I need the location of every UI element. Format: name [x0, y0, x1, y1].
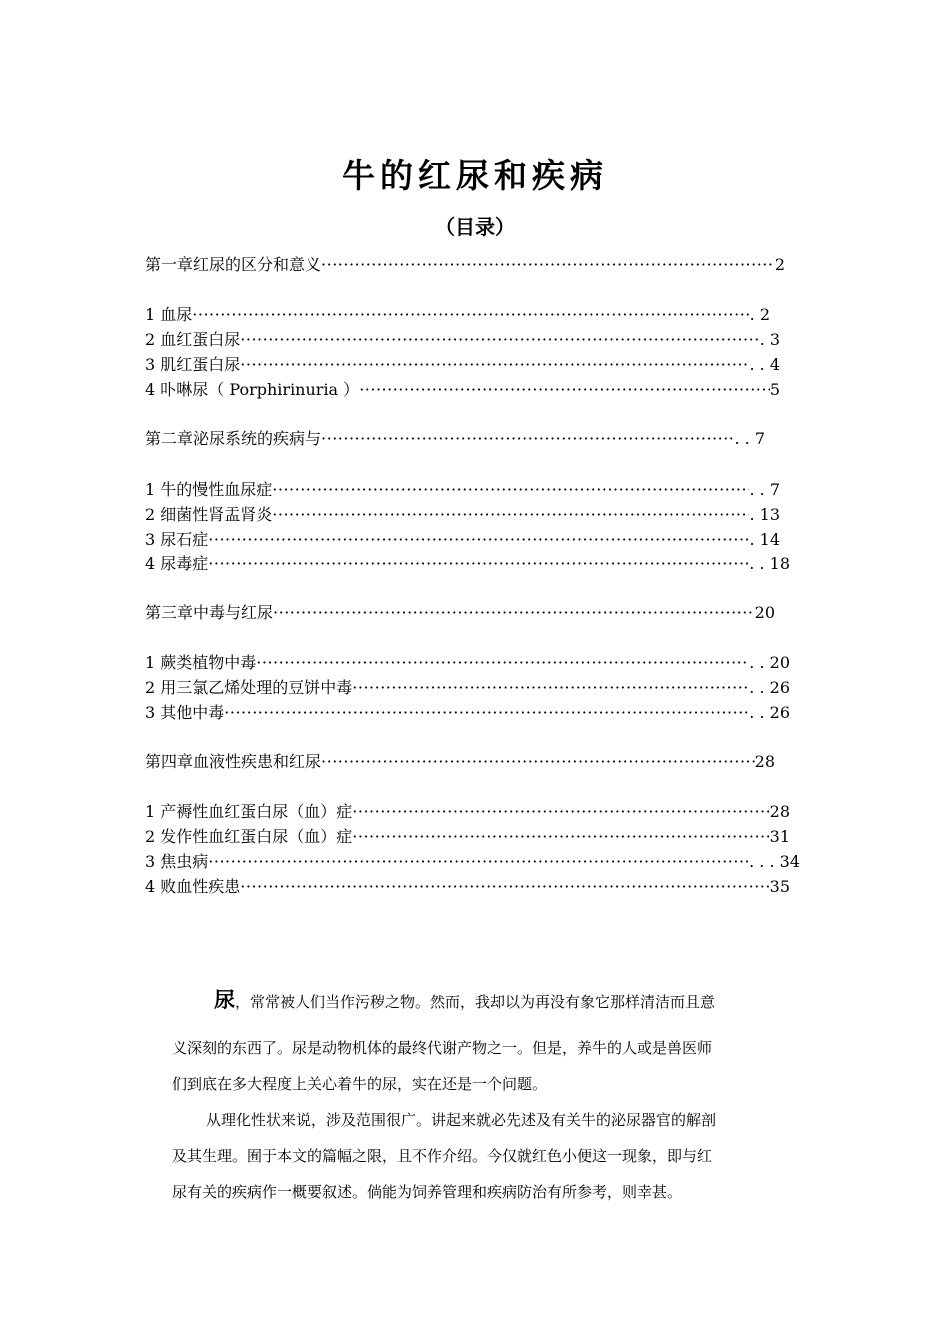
paragraph-2-line-2: 及其生理。囿于本文的篇幅之限，且不作介绍。今仅就红色小便这一现象，即与红: [172, 1147, 713, 1165]
paragraph-2-line-3: 尿有关的疾病作一概要叙述。倘能为饲养管理和疾病防治有所参考，则幸甚。: [172, 1183, 683, 1201]
toc-chapter-4: [145, 749, 775, 773]
toc-page-number: 35: [769, 877, 790, 896]
toc-leader: [272, 505, 749, 524]
toc-item-3-2: [145, 675, 790, 699]
toc-page-number: 20: [754, 603, 775, 622]
toc-leader: [359, 380, 770, 399]
toc-leader: [352, 827, 769, 846]
toc-leader: [240, 877, 769, 896]
toc-chapter-2: [145, 426, 765, 450]
toc-entry-title: 4 卟啉尿（ Porphirinuria ）: [145, 380, 360, 399]
toc-item-3-1: [145, 650, 790, 674]
toc-entry-title: 3 其他中毒: [145, 703, 225, 722]
toc-chapter-1: [145, 252, 785, 276]
toc-page-number: . . . 34: [749, 852, 800, 871]
document-subtitle: （目录）: [435, 215, 515, 239]
toc-page-number: . 2: [749, 305, 770, 324]
toc-leader: [352, 802, 769, 821]
toc-page-number: . 14: [749, 530, 780, 549]
toc-entry-title: 1 血尿: [145, 305, 193, 324]
toc-item-1-2: [145, 327, 780, 351]
toc-page-number: . . 26: [749, 678, 790, 697]
toc-page-number: . . 4: [749, 355, 780, 374]
toc-page-number: 31: [769, 827, 790, 846]
toc-chapter-3: [145, 600, 775, 624]
toc-page-number: 2: [774, 255, 785, 274]
toc-leader: [240, 355, 749, 374]
toc-page-number: . . 7: [734, 429, 765, 448]
toc-entry-title: 3 肌红蛋白尿: [145, 355, 241, 374]
toc-entry-title: 4 败血性疾患: [145, 877, 241, 896]
toc-item-4-2: [145, 824, 790, 848]
toc-leader: [208, 554, 749, 573]
paragraph-text: ，常常被人们当作污秽之物。然而，我却以为再没有象它那样清洁而且意: [235, 993, 716, 1011]
paragraph-1-line-2: 义深刻的东西了。尿是动物机体的最终代谢产物之一。但是，养牛的人或是兽医师: [172, 1039, 713, 1057]
toc-page-number: . . 20: [749, 653, 790, 672]
toc-entry-title: 2 用三氯乙烯处理的豆饼中毒: [145, 678, 353, 697]
toc-entry-title: 2 细菌性肾盂肾炎: [145, 505, 273, 524]
toc-page-number: 28: [769, 802, 790, 821]
toc-leader: [256, 653, 749, 672]
toc-item-2-4: [145, 551, 790, 575]
toc-item-1-3: [145, 352, 780, 376]
toc-item-1-1: [145, 302, 770, 326]
toc-leader: [208, 852, 749, 871]
toc-item-1-4: [145, 377, 780, 401]
paragraph-2-line-1: 从理化性状来说，涉及范围很广。讲起来就必先述及有关牛的泌尿器官的解剖: [206, 1111, 717, 1129]
toc-item-2-3: [145, 527, 780, 551]
toc-leader: [224, 703, 749, 722]
toc-item-4-4: [145, 874, 790, 898]
toc-leader: [208, 530, 749, 549]
toc-page-number: 28: [754, 752, 775, 771]
toc-entry-title: 4 尿毒症: [145, 554, 209, 573]
toc-entry-title: 第一章红尿的区分和意义: [145, 255, 322, 274]
toc-entry-title: 第三章中毒与红尿: [145, 603, 274, 622]
paragraph-1-line-1: [214, 984, 780, 1014]
toc-leader: [321, 255, 775, 274]
toc-page-number: . . 18: [749, 554, 790, 573]
toc-entry-title: 1 蕨类植物中毒: [145, 653, 257, 672]
toc-page-number: . 13: [749, 505, 780, 524]
toc-entry-title: 第四章血液性疾患和红尿: [145, 752, 322, 771]
toc-entry-title: 2 发作性血红蛋白尿（血）症: [145, 827, 353, 846]
toc-leader: [273, 603, 755, 622]
toc-leader: [352, 678, 749, 697]
toc-item-2-2: [145, 502, 780, 526]
paragraph-1-line-3: 们到底在多大程度上关心着牛的尿，实在还是一个问题。: [172, 1075, 548, 1093]
toc-entry-title: 2 血红蛋白尿: [145, 330, 241, 349]
document-title: 牛的红尿和疾病: [342, 156, 608, 195]
toc-item-2-1: [145, 477, 780, 501]
toc-entry-title: 第二章泌尿系统的疾病与: [145, 429, 322, 448]
toc-page-number: . 3: [759, 330, 780, 349]
toc-leader: [192, 305, 749, 324]
toc-leader: [321, 429, 734, 448]
toc-page-number: . . 26: [749, 703, 790, 722]
toc-item-4-1: [145, 799, 790, 823]
toc-entry-title: 3 焦虫病: [145, 852, 209, 871]
toc-leader: [240, 330, 759, 349]
toc-entry-title: 3 尿石症: [145, 530, 209, 549]
toc-page-number: . . 7: [749, 480, 780, 499]
toc-entry-title: 1 产褥性血红蛋白尿（血）症: [145, 802, 353, 821]
toc-leader: [321, 752, 755, 771]
toc-item-3-3: [145, 700, 790, 724]
toc-page-number: 5: [769, 380, 780, 399]
toc-item-4-3: [145, 849, 800, 873]
dropcap: 尿: [214, 988, 235, 1012]
toc-entry-title: 1 牛的慢性血尿症: [145, 480, 273, 499]
toc-leader: [272, 480, 749, 499]
